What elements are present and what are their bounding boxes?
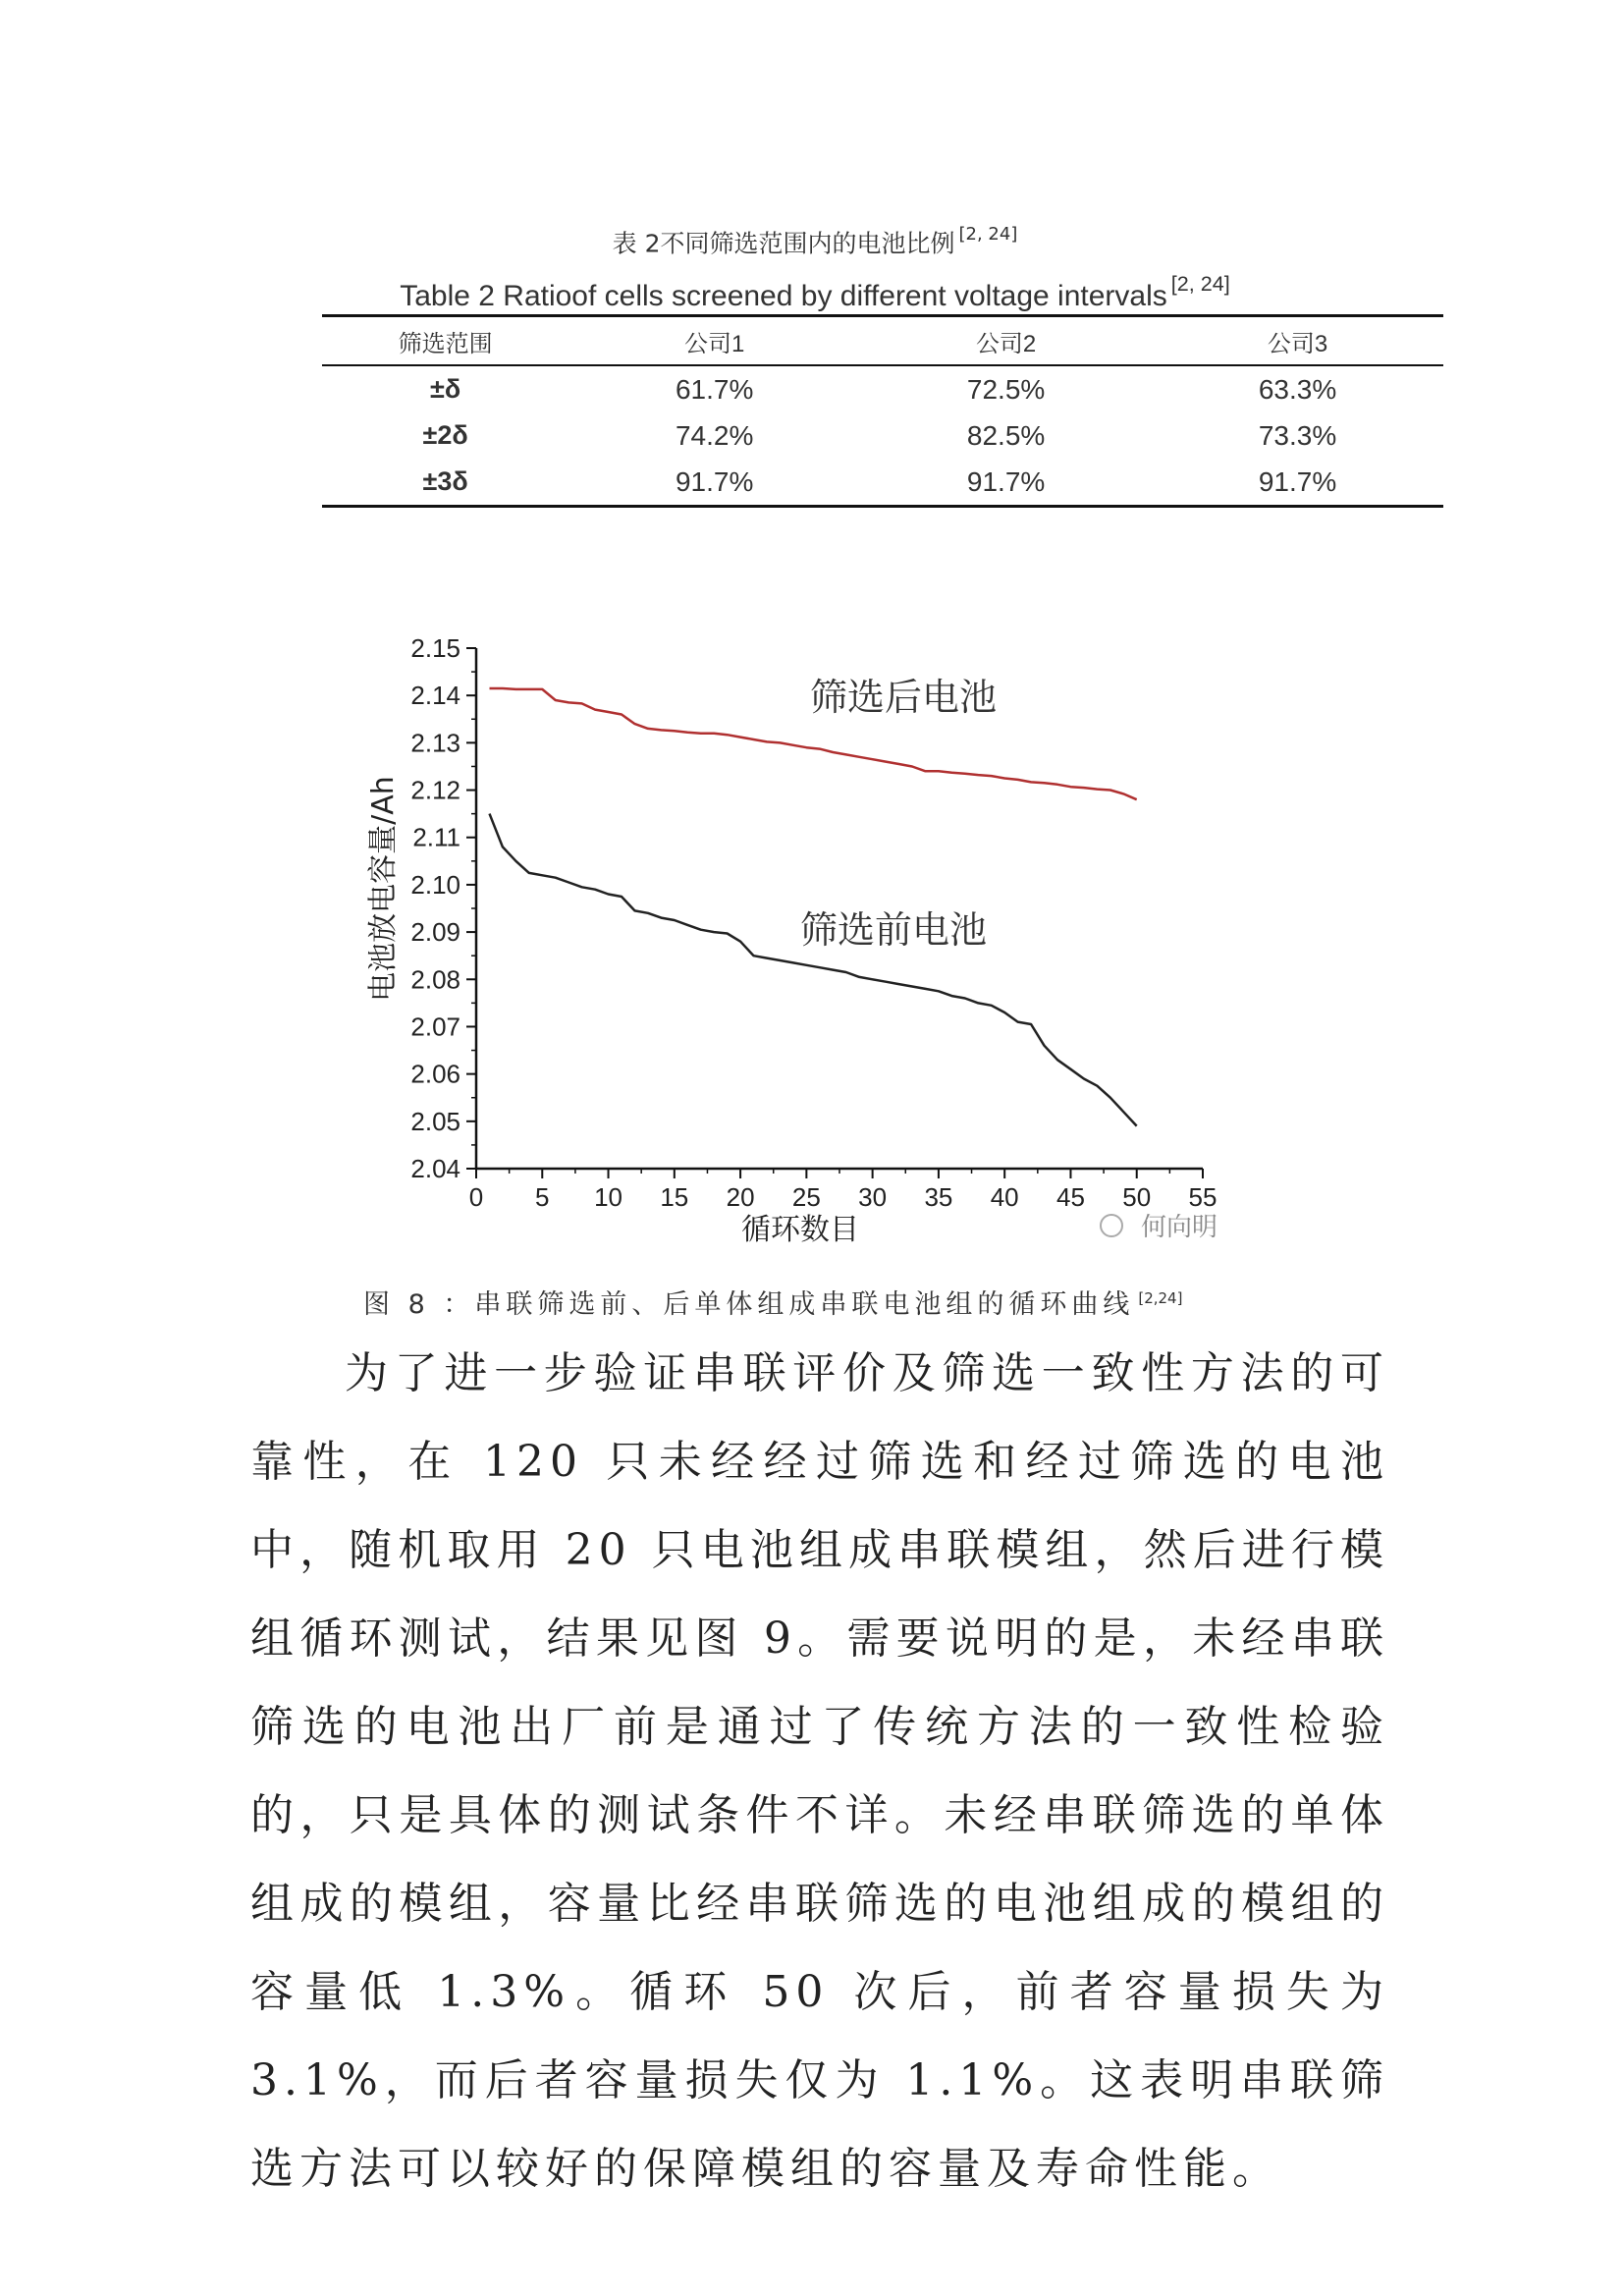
figure-caption-citation: [2,24] [1138, 1288, 1183, 1307]
y-tick-label: 2.09 [410, 917, 460, 948]
x-tick-label: 40 [990, 1182, 1019, 1212]
x-tick-label: 55 [1188, 1182, 1217, 1212]
table-header-cell: 筛选范围 [398, 330, 493, 357]
y-tick-label: 2.04 [410, 1154, 460, 1183]
table-cell: 63.3% [1258, 373, 1337, 405]
table-cell: 91.7% [1258, 465, 1337, 497]
y-tick-label: 2.08 [410, 964, 460, 995]
y-tick-label: 2.10 [410, 869, 460, 900]
table-cell: 73.3% [1258, 419, 1337, 451]
table-row-label: ±3δ [422, 466, 468, 496]
y-tick-label: 2.14 [410, 681, 460, 711]
y-axis-title: 电池放电容量/Ah [366, 776, 401, 1002]
y-tick-label: 2.05 [410, 1106, 460, 1136]
watermark-icon [1101, 1215, 1122, 1236]
table-header-cell: 公司2 [975, 330, 1037, 357]
table-header-cell: 公司3 [1267, 330, 1328, 357]
table-cell: 82.5% [966, 419, 1046, 451]
table-cell: 91.7% [966, 465, 1046, 497]
table-row [322, 365, 1443, 412]
y-tick-label: 2.12 [410, 775, 460, 805]
ratio-table [322, 314, 1443, 508]
table-row-label: ±2δ [422, 420, 468, 450]
x-tick-label: 10 [594, 1182, 623, 1212]
y-tick-label: 2.13 [410, 728, 460, 758]
table-cell: 61.7% [675, 373, 754, 405]
table-header-cell: 公司1 [684, 330, 745, 357]
series-line-before-screening [490, 814, 1137, 1126]
table-cell: 74.2% [675, 419, 754, 451]
table-row-label: ±δ [430, 374, 461, 404]
x-tick-label: 5 [535, 1182, 550, 1212]
y-tick-label: 2.11 [412, 822, 460, 852]
x-tick-label: 15 [660, 1182, 689, 1212]
figure-caption-text: 图 8 ：串联筛选前、后单体组成串联电池组的循环曲线 [363, 1289, 1135, 1320]
x-axis-title: 循环数目 [741, 1213, 859, 1247]
cycle-capacity-chart [353, 619, 1296, 1267]
body-paragraph: 为了进一步验证串联评价及筛选一致性方法的可靠性，在 120 只未经经过筛选和经过筛选的电池中，随机取用 20 只电池组成串联模组，然后进行模组循环测试，结果见图 9。需要说明的是，未经串联筛选的电池出厂前是通过了传统方法的一致性检验的，只是具体的测试条件不详。未经串联筛选的单体组成的模组，容量比经串联筛选的电池组成的模组的容量低 1.3%。循环 50 次后，前者容量损失为 3.1%，而后者容量损失仅为 1.1%。这表明串联筛选方法可以较好的保障模组的容量及寿命性能。 [250, 1348, 1389, 2194]
table-caption-zh-text: 表 2不同筛选范围内的电池比例 [612, 229, 955, 258]
watermark-text: 何向明 [1140, 1213, 1217, 1242]
table-caption-en [324, 271, 1306, 313]
x-tick-label: 20 [726, 1182, 755, 1212]
x-tick-label: 50 [1122, 1182, 1152, 1212]
table-caption-en-citation: [2, 24] [1170, 271, 1230, 296]
ratio-table-wrap [322, 314, 1443, 508]
y-tick-label: 2.06 [410, 1059, 460, 1089]
table-cell: 72.5% [966, 373, 1046, 405]
table-caption-zh-citation: [2, 24] [958, 224, 1018, 245]
x-tick-label: 30 [858, 1182, 888, 1212]
table-caption-en-text: Table 2 Ratioof cells screened by different voltage intervals [400, 280, 1167, 313]
y-tick-label: 2.07 [410, 1011, 460, 1042]
x-tick-label: 45 [1055, 1182, 1085, 1212]
y-tick-label: 2.15 [410, 633, 460, 663]
x-tick-label: 35 [924, 1182, 953, 1212]
table-caption-zh [324, 224, 1306, 260]
table-header-row [322, 316, 1443, 366]
figure-caption [363, 1283, 1182, 1321]
table-cell: 91.7% [675, 465, 754, 497]
x-tick-label: 0 [468, 1182, 484, 1212]
series-label-after-screening: 筛选后电池 [810, 676, 998, 719]
x-tick-label: 25 [791, 1182, 821, 1212]
series-label-before-screening: 筛选前电池 [800, 908, 988, 952]
table-row [322, 412, 1443, 459]
table-row [322, 459, 1443, 507]
chart-series-layer [490, 688, 1137, 1126]
